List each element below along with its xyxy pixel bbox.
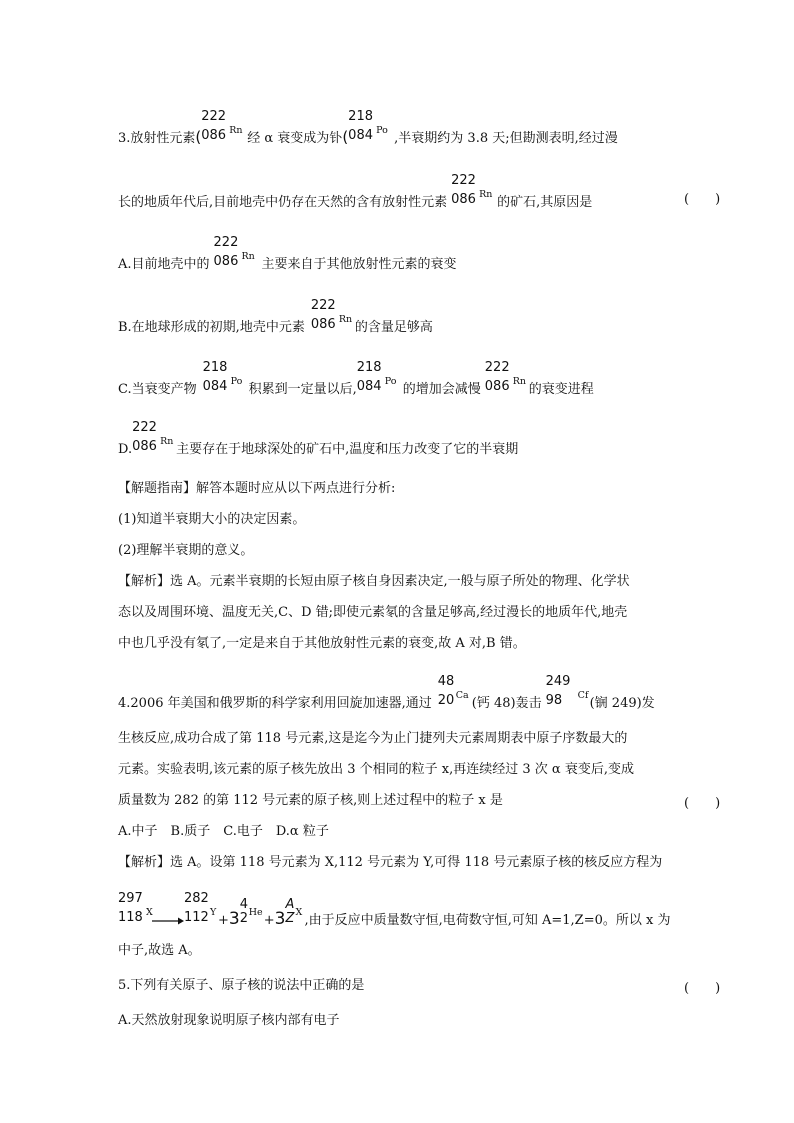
nuclide-cf-249: 249 98 Cf [545, 674, 589, 708]
q3-option-a: A.目前地壳中的 222 086 Rn 主要来自于其他放射性元素的衰变 [118, 235, 457, 272]
q4-analysis-line-1: 【解析】选 A。设第 118 号元素为 X,112 号元素为 Y,可得 118 号元素原子核的核反应方程为 [118, 855, 663, 870]
nuclear-equation-line: 297 118 X 282 112 Y +3 4 2 He +3 A Z X ,由于反应中质量数守恒,电荷数守恒,可知 A=1,Z=0。所以 x 为 [118, 891, 671, 929]
answer-bracket: ( ) [684, 981, 721, 996]
bracket-left: ( [342, 128, 349, 146]
q3-analysis-line-3: 中也几乎没有氡了,一定是来自于其他放射性元素的衰变,故 A 对,B 错。 [118, 636, 526, 651]
q5-stem: 5.下列有关原子、原子核的说法中正确的是 [118, 978, 365, 993]
q4-analysis-line-3: 中子,故选 A。 [118, 943, 201, 958]
solution-guide-point-2: (2)理解半衰期的意义。 [118, 543, 254, 558]
nuclide-po-218: 218 084 Po [356, 360, 397, 394]
q3-option-c: C.当衰变产物 218 084 Po 积累到一定量以后, 218 084 Po 的增加会减慢 222 086 Rn 的衰变进程 [118, 360, 594, 397]
q5-option-a: A.天然放射现象说明原子核内部有电子 [118, 1013, 340, 1028]
q3-analysis-line-1: 【解析】选 A。元素半衰期的长短由原子核自身因素决定,一般与原子所处的物理、化学状 [118, 574, 630, 589]
nuclide-rn-222: 222 086 Rn [132, 420, 174, 454]
q3-option-b: B.在地球形成的初期,地壳中元素 222 086 Rn 的含量足够高 [118, 298, 433, 335]
answer-bracket: ( ) [684, 796, 721, 811]
nuclide-rn-222: 222 086 Rn [451, 173, 493, 207]
answer-bracket: ( ) [684, 192, 721, 207]
reaction-arrow-icon [152, 916, 184, 926]
q3-line-2: 长的地质年代后,目前地壳中仍存在天然的含有放射性元素 222 086 Rn 的矿石,其原因是 [118, 173, 593, 210]
nuclide-x-297: 297 118 X [118, 891, 153, 925]
nuclide-he-4: 4 2 He [239, 897, 263, 926]
q4-line-2: 生核反应,成功合成了第 118 号元素,这是迄今为止门捷列夫元素周期表中原子序数最大的 [118, 731, 628, 746]
solution-guide-point-1: (1)知道半衰期大小的决定因素。 [118, 512, 306, 527]
q3-analysis-line-2: 态以及周围环境、温度无关,C、D 错;即使元素氡的含量足够高,经过漫长的地质年代,地壳 [118, 605, 628, 620]
bracket-left: ( [195, 128, 202, 146]
nuclide-ca-48: 48 20 Ca [437, 674, 469, 708]
nuclide-y-282: 282 112 Y [184, 891, 217, 925]
nuclide-rn-222: 222 086 Rn [310, 298, 353, 332]
solution-guide-heading: 【解题指南】解答本题时应从以下两点进行分析: [118, 481, 396, 496]
nuclide-rn-222: 222 086 Rn [213, 235, 255, 269]
q4-line-4: 质量数为 282 的第 112 号元素的原子核,则上述过程中的粒子 x 是 [118, 793, 503, 808]
nuclide-po-218: 218 084 Po [202, 360, 243, 394]
q4-line-3: 元素。实验表明,该元素的原子核先放出 3 个相同的粒子 x,再连续经过 3 次 α 衰变后,变成 [118, 762, 634, 777]
q4-line-1: 4.2006 年美国和俄罗斯的科学家利用回旋加速器,通过 48 20 Ca (钙 48)轰击 249 98 Cf (锎 249)发 [118, 674, 655, 711]
nuclide-po-218: 218 084 Po [348, 109, 388, 143]
q3-option-d: D. 222 086 Rn 主要存在于地球深处的矿石中,温度和压力改变了它的半衰期 [118, 420, 519, 457]
q4-options: A.中子 B.质子 C.电子 D.α 粒子 [118, 824, 329, 839]
nuclide-rn-222: 222 086 Rn [484, 360, 527, 394]
nuclide-x-a-z: A Z X [285, 897, 303, 926]
q3-line-1: 3.放射性元素( 222 086 Rn 经 α 衰变成为钋( 218 084 Po ,半衰期约为 3.8 天;但勘测表明,经过漫 [118, 109, 618, 146]
nuclide-rn-222: 222 086 Rn [201, 109, 243, 143]
